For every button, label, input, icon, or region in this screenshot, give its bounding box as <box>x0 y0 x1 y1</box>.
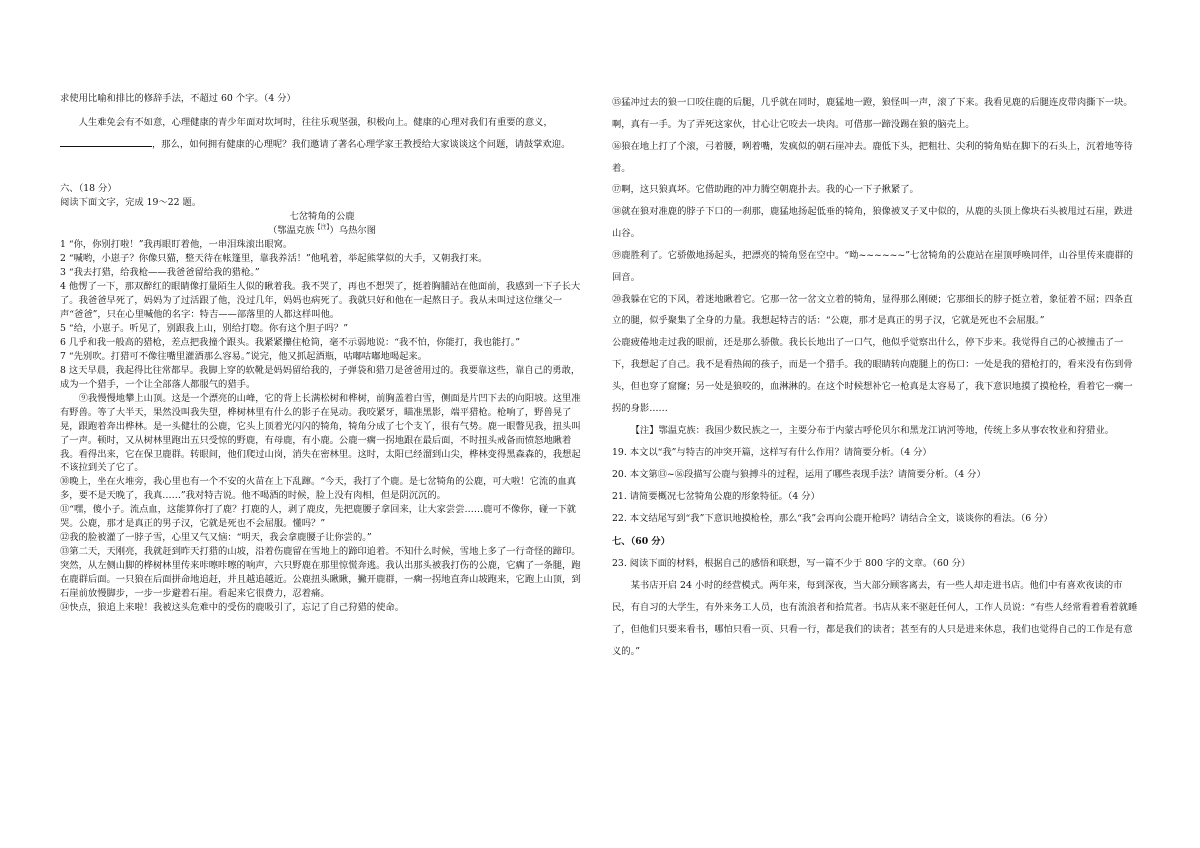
q18-tail: 求使用比喻和排比的修辞手法，不超过 60 个字。（4 分） <box>60 93 296 104</box>
story-paragraph: ⑩晚上，坐在火堆旁，我心里也有一个不安的火苗在上下乱蹿。“今天，我打了个鹿。是七岔犄角的公鹿，可大啦！它流的血真多，要不是天晚了，我真……”我对特吉说。他不喝酒的时候，脸上没有肉相，但是阴沉沉的。 <box>60 476 577 502</box>
section-6-heading: 六、（18 分） <box>60 182 117 194</box>
author-prefix: （鄂温克族 <box>267 225 315 237</box>
story-paragraph: ⑬第二天，天刚亮，我就赶到昨天打猎的山坡，沿着伤鹿留在雪地上的蹄印追着。不知什么时候，雪地上多了一行奇怪的蹄印。突然，从左侧山脚的桦树林里传来咔嚓咔嚓的响声，六只野鹿在那里惊慌奔逃。我认出那头被我打伤的公鹿，它瘸了一条腿，跑在鹿群后面。一只狼在后面拼命地追赶，并且越追越近。公鹿扭头瞅瞅，撇开鹿群，一瘸一拐地直奔山坡跑来，它跑上山顶，到石崖前放慢脚步，一步一步避着石崖。看起来它很费力，忍着痛。 <box>60 546 581 599</box>
story-paragraph: 1 “你，你别打啦！”我再眼盯着他，一串泪珠滚出眼窝。 <box>60 239 293 251</box>
question-item: 22. 本文结尾写到“我”下意识地摸枪栓，那么“我”会再向公鹿开枪吗？请结合全文，谈谈你的看法。（6 分） <box>612 513 1053 525</box>
story-paragraph: 8 这天早晨，我起得比往常都早。我脚上穿的软靴是妈妈留给我的，子弹袋和猎刀是爸爸用过的。我要靠这些，靠自己的勇敢，成为一个猎手，一个让全部落人都服气的猎手。 <box>60 364 581 390</box>
section-6-instruction: 阅读下面文字，完成 19～22 题。 <box>60 196 202 208</box>
story-title: 七岔犄角的公鹿 <box>289 210 355 222</box>
q18-passage-b: ，那么，如何拥有健康的心理呢？我们邀请了著名心理学家王教授给大家谈谈这个问题，请鼓掌欢迎。 <box>152 138 571 150</box>
question-item: 20. 本文第⑬~⑯段描写公鹿与狼搏斗的过程，运用了哪些表现手法？请简要分析。（4 分） <box>612 468 986 480</box>
questions-list <box>612 442 1138 531</box>
story-paragraph: ⑫我的脸被灌了一脖子雪，心里又气又恼：“明天，我会拿鹿腰子让你尝的。” <box>60 532 372 544</box>
story-paragraph: ⑮猛冲过去的狼一口咬住鹿的后腿，几乎就在同时，鹿猛地一蹬，狼怪叫一声，滚了下来。我看见鹿的后腿连皮带肉撕下一块。啊，真有一手。为了弄死这家伙，甘心让它咬去一块肉。可借那一蹄没踢在狼的脑壳上。 <box>612 97 1133 130</box>
story-paragraph: ⑱就在狼对准鹿的脖子下口的一刹那，鹿猛地扬起低垂的犄角，狼像被叉子叉中似的，从鹿的头顶上像块石头被甩过石崖，跌进山谷。 <box>612 206 1133 240</box>
story-continuation <box>612 92 1138 420</box>
question-item: 21. 请简要概况七岔犄角公鹿的形象特征。（4 分） <box>612 491 820 503</box>
story-author <box>60 223 584 238</box>
question-item: 19. 本文以“我”与特吉的冲突开篇，这样写有什么作用？请简要分析。（4 分） <box>612 446 932 458</box>
story-paragraph: 公鹿疲倦地走过我的眼前，还是那么骄傲。我长长地出了一口气，他似乎觉察出什么，停下步来。我觉得自己的心被撞击了一下，我想起了自己。我不是看热闹的孩子，而是一个猎手。我的眼睛转向鹿腿上的伤口：一处是我的猎枪打的，看来没有伤到骨头，但也穿了窟窿；另一处是狼咬的，血淋淋的。在这个时候想补它一枪真是太容易了，我下意识地摸了摸枪栓，看着它一瘸一拐的身影…… <box>612 337 1133 414</box>
writing-material: 某书店开启 24 小时的经营模式。两年来，每到深夜，当大部分顾客离去，有一些人却走进书店。他们中有喜欢夜读的市民，有自习的大学生，有外来务工人员，也有流浪者和拾荒者。书店从来不驱赶任何人，工作人员说：“有些人经常看着看着就睡了，但他们只要来看书，哪怕只看一页、只看一行，都是我们的读者；甚至有的人只是进来休息，我们也觉得自己的工作是有意义的。” <box>612 580 1138 657</box>
story-paragraph: 7 “先别吹。打猎可不像往嘴里灌酒那么容易。”说完，他又抓起酒瓶，咕嘟咕嘟地喝起来。 <box>60 350 428 362</box>
story-paragraph: 4 他愣了一下，那双醉红的眼睛像打量陌生人似的瞅着我。我不哭了，再也不想哭了，挺着胸脯站在他面前，我感到一下子长大了。我爸爸早死了，妈妈为了过活跟了他，没过几年，妈妈也病死了。我就只好和他在一起熬日子。我从未叫过这位继父一声“爸爸”，只在心里喊他的名字：特吉——部落里的人都这样叫他。 <box>60 281 581 321</box>
story-paragraph: 6 几乎和我一般高的猎枪，差点把我撞个跟头。我紧紧攥住枪筒，毫不示弱地说：“我不怕，你能打，我也能打。” <box>60 337 520 349</box>
story-paragraph: ⑪“嘿，傻小子。流点血，这能算你打了鹿？打鹿的人，剥了鹿皮，先把鹿腰子拿回来，让大家尝尝……鹿可不像你，碰一下就哭。公鹿，那才是真正的男子汉，它就是死也不会屈服。懂吗？” <box>60 504 577 530</box>
story-paragraph: ⑳我躲在它的下风，着迷地瞅着它。它那一岔一岔文立着的犄角，显得那么刚硬；它那细长的脖子挺立着，象征着不屈；四条直立的腿，似乎聚集了全身的力量。我想起特吉的话：“公鹿，那才是真正的男子汉，它就是死也不会屈服。” <box>612 293 1133 327</box>
q18-passage <box>60 112 584 156</box>
story-paragraph: 3 “我去打猎，给我枪——我爸爸留给我的猎枪。” <box>60 267 260 279</box>
story-paragraph: ⑲鹿胜利了。它骄傲地扬起头，把漂亮的犄角竖在空中。“呦~~~~~~”七岔犄角的公鹿站在崖顶呼唤同伴，山谷里传来鹿群的回音。 <box>612 249 1134 283</box>
ethnic-note: 【注】鄂温克族：我国少数民族之一，主要分布于内蒙古呼伦贝尔和黑龙江讷河等地，传统上多从事农牧业和狩猎业。 <box>630 424 1115 436</box>
author-suffix: ）乌热尔图 <box>329 225 376 237</box>
story-paragraph: ⑯狼在地上打了个滚，弓着腰，咧着嘴，发疯似的朝石崖冲去。鹿低下头，把粗壮、尖利的犄角贴在脚下的石头上，沉着地等待着。 <box>612 140 1133 174</box>
section-7-heading: 七、（60 分） <box>612 535 671 547</box>
story-paragraph: 5 “给，小崽子。听见了，别跟我上山，别给打唿。你有这个胆子吗？” <box>60 323 348 335</box>
q18-passage-a: 人生难免会有不如意，心理健康的青少年面对坎坷时，往往乐观坚强，积极向上。健康的心理对我们有重要的意义， <box>78 116 553 128</box>
story-paragraph: 2 “喊哟，小崽子？你像只猫，整天待在帐篷里，靠我养活！”他吼着，举起熊掌似的大手，又朝我打来。 <box>60 253 488 265</box>
fill-blank[interactable] <box>60 137 152 147</box>
question-23: 23. 阅读下面的材料，根据自己的感悟和联想，写一篇不少于 800 字的文章。（60 分） <box>612 558 971 570</box>
story-paragraph: ⑭快点，狼追上来啦！我被这头危难中的受伤的鹿吸引了，忘记了自己狩猎的使命。 <box>60 601 404 613</box>
story-paragraph: ⑰啊，这只狼真坏。它借助跑的冲力腾空朝鹿扑去。我的心一下子揪紧了。 <box>612 184 919 196</box>
story-paragraph: ⑨我慢慢地攀上山顶。这是一个漂亮的山峰，它的背上长满松树和桦树，前胸盖着白雪，侧面是片凹下去的向阳坡。这里准有野兽。等了大半天，果然没叫我失望，桦树林里有什么的影子在晃动。我咬紧牙，瞄准黑影，端平猎枪。枪响了，野兽晃了晃，跟跑着奔出桦林。是一头健壮的公鹿，它头上顶着光闪闪的犄角，犄角分成了七个支丫，很有气势。鹿一眼瞥见我，扭头叫了一声。顿时，又从树林里跑出五只受惊的野鹿，有母鹿，有小鹿。公鹿一瘸一拐地跟在最后面，不时扭头戒备而愤怒地瞅着我。看得出来，它在保卫鹿群。转眼间，他们爬过山岗，消失在密林里。这时，太阳已经溜到山尖，桦林变得黑森森的，我想起不该拉到关了它了。 <box>60 392 581 474</box>
left-column <box>60 92 584 615</box>
story-paragraphs <box>60 238 584 614</box>
author-note-marker: 【注】 <box>314 224 330 232</box>
right-column <box>612 92 1138 663</box>
